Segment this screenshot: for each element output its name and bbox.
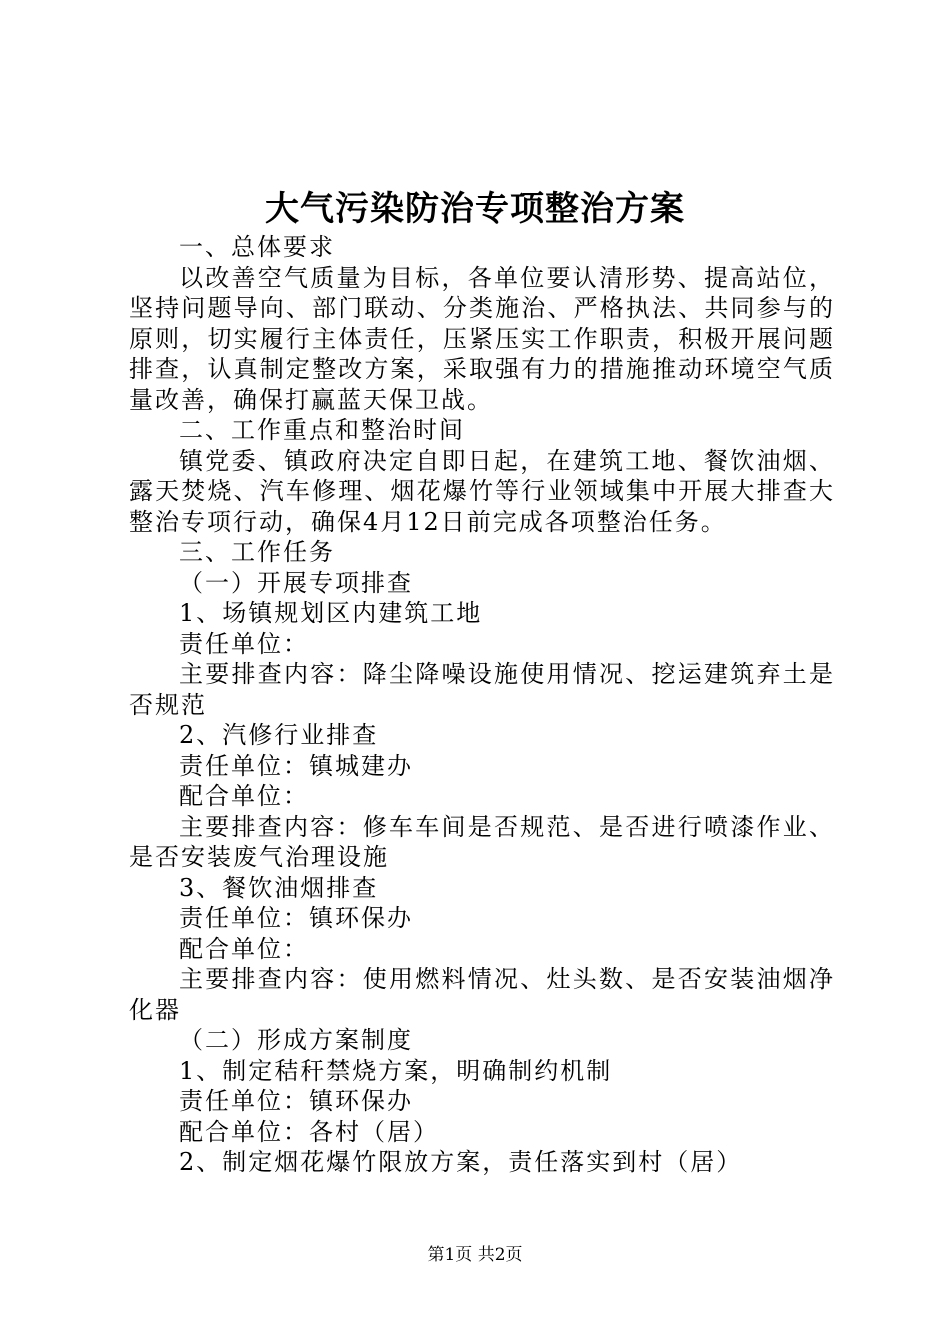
responsible-unit-line: 责任单位：镇环保办 <box>179 904 413 932</box>
section-heading-tasks: 三、工作任务 <box>179 538 335 566</box>
item-straw-burning-ban: 1、制定秸秆禁烧方案，明确制约机制 <box>179 1056 613 1085</box>
subsection-heading-special-inspection: （一）开展专项排查 <box>179 568 413 597</box>
cooperating-unit-line: 配合单位： <box>179 934 309 963</box>
page-footer: 第1页 共2页 <box>427 1245 523 1265</box>
item-auto-repair: 2、汽修行业排查 <box>179 721 379 749</box>
document-body <box>129 232 835 1178</box>
inspection-content-line: 主要排查内容：使用燃料情况、灶头数、是否安装油烟净化器 <box>129 965 835 1024</box>
document-title: 大气污染防治专项整治方案 <box>265 189 685 229</box>
paragraph-general-requirements: 以改善空气质量为目标，各单位要认清形势、提高站位，坚持问题导向、部门联动、分类施治、严格执法、共同参与的原则，切实履行主体责任，压紧压实工作职责，积极开展问题排查，认真制定整改方案，采取强有力的措施推动环境空气质量改善，确保打赢蓝天保卫战。 <box>129 263 835 414</box>
responsible-unit-line: 责任单位：镇城建办 <box>179 751 413 780</box>
responsible-unit-line: 责任单位：镇环保办 <box>179 1087 413 1115</box>
section-heading-general-requirements: 一、总体要求 <box>179 233 335 261</box>
inspection-content-line: 主要排查内容：修车车间是否规范、是否进行喷漆作业、是否安装废气治理设施 <box>129 812 835 871</box>
cooperating-unit-line: 配合单位： <box>179 782 309 810</box>
subsection-heading-plans-and-systems: （二）形成方案制度 <box>179 1026 413 1054</box>
inspection-content-line: 主要排查内容：降尘降噪设施使用情况、挖运建筑弃土是否规范 <box>129 660 835 719</box>
paragraph-focus-and-timeline: 镇党委、镇政府决定自即日起，在建筑工地、餐饮油烟、露天焚烧、汽车修理、烟花爆竹等行业领域集中开展大排查大整治专项行动，确保4月12日前完成各项整治任务。 <box>129 446 835 536</box>
section-heading-focus-and-timeline: 二、工作重点和整治时间 <box>179 416 465 444</box>
cooperating-unit-line: 配合单位：各村（居） <box>179 1117 439 1146</box>
responsible-unit-line: 责任单位： <box>179 629 309 658</box>
item-fireworks-restriction: 2、制定烟花爆竹限放方案，责任落实到村（居） <box>179 1148 743 1176</box>
item-catering-fumes: 3、餐饮油烟排查 <box>179 873 379 902</box>
item-construction-sites: 1、场镇规划区内建筑工地 <box>179 599 483 627</box>
